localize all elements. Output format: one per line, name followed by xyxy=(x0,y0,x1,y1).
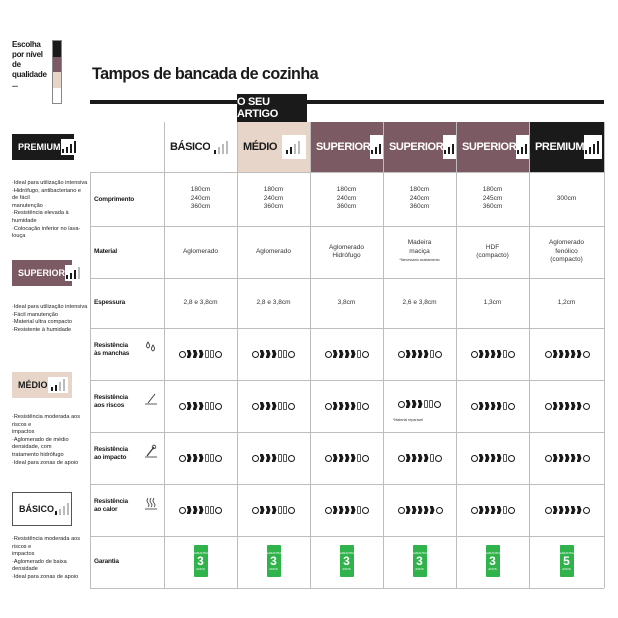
cell-comprimento: 180cm 240cm 360cm xyxy=(190,186,211,211)
resistance-meter-impacto xyxy=(252,454,295,462)
meter-segment-empty xyxy=(503,350,507,358)
signal-bars-icon xyxy=(584,135,602,159)
meter-segment-filled xyxy=(577,454,582,462)
resistance-meter-calor xyxy=(325,506,369,514)
meter-segment-empty xyxy=(503,454,507,462)
heat-icon xyxy=(144,496,158,510)
quality-heading: Escolha por nível de qualidade ... xyxy=(12,40,47,89)
meter-segment-filled xyxy=(479,402,484,410)
meter-cap xyxy=(545,351,552,358)
cell-espessura: 2,8 e 3,8cm xyxy=(183,298,218,306)
meter-cap xyxy=(215,455,222,462)
warranty-badge xyxy=(267,545,281,577)
meter-segment-empty xyxy=(205,454,209,462)
meter-cap xyxy=(362,455,369,462)
meter-cap xyxy=(179,351,186,358)
meter-cap xyxy=(583,507,590,514)
column-header-premium: PREMIUM xyxy=(529,122,604,172)
meter-segment-filled xyxy=(571,402,576,410)
meter-segment-empty xyxy=(357,454,361,462)
meter-segment-filled xyxy=(559,454,564,462)
warranty-badge-label: GARANTIA xyxy=(192,551,209,555)
resistance-meter-calor xyxy=(471,506,515,514)
meter-cap xyxy=(434,401,441,408)
meter-segment-empty xyxy=(283,350,287,358)
meter-segment-filled xyxy=(418,400,423,408)
signal-bars-icon xyxy=(48,377,68,393)
meter-segment-filled xyxy=(565,402,570,410)
meter-segment-empty xyxy=(278,402,282,410)
resistance-meter-riscos xyxy=(471,402,515,410)
your-article-tag: O SEU ARTIGO xyxy=(237,94,307,122)
meter-segment-filled xyxy=(418,454,423,462)
meter-cap xyxy=(471,455,478,462)
meter-segment-filled xyxy=(565,350,570,358)
meter-segment-empty xyxy=(283,506,287,514)
cell-material: Aglomerado xyxy=(255,247,292,255)
warranty-badge-label: GARANTIA xyxy=(338,551,355,555)
meter-segment-filled xyxy=(187,506,192,514)
warranty-years: 5 xyxy=(563,554,570,568)
meter-segment-filled xyxy=(345,506,350,514)
meter-segment-filled xyxy=(266,350,271,358)
meter-segment-filled xyxy=(193,454,198,462)
legend-premium: PREMIUM xyxy=(12,134,74,160)
meter-segment-filled xyxy=(553,454,558,462)
meter-segment-filled xyxy=(266,402,271,410)
meter-cap xyxy=(471,403,478,410)
resistance-meter-calor xyxy=(179,506,222,514)
signal-bars-icon xyxy=(61,139,77,155)
meter-segment-filled xyxy=(339,350,344,358)
meter-segment-filled xyxy=(260,506,265,514)
resistance-meter-riscos xyxy=(252,402,295,410)
column-divider xyxy=(90,172,91,588)
meter-segment-filled xyxy=(565,454,570,462)
meter-cap xyxy=(545,507,552,514)
row-label-riscos: Resistência aos riscos xyxy=(94,394,128,409)
meter-cap xyxy=(179,507,186,514)
meter-segment-empty xyxy=(210,402,214,410)
warranty-years: 3 xyxy=(416,554,423,568)
meter-segment-filled xyxy=(406,350,411,358)
meter-segment-empty xyxy=(424,400,428,408)
meter-segment-filled xyxy=(193,402,198,410)
meter-segment-filled xyxy=(479,350,484,358)
warranty-badge xyxy=(340,545,354,577)
meter-segment-filled xyxy=(193,350,198,358)
meter-segment-filled xyxy=(333,402,338,410)
riscos-note: *Material reparável xyxy=(393,418,424,422)
column-header-medio: MÉDIO xyxy=(237,122,310,172)
warranty-years: 3 xyxy=(270,554,277,568)
meter-segment-filled xyxy=(485,350,490,358)
row-label-espessura: Espessura xyxy=(94,299,126,306)
meter-segment-filled xyxy=(491,454,496,462)
resistance-meter-impacto xyxy=(471,454,515,462)
meter-segment-filled xyxy=(260,350,265,358)
meter-segment-empty xyxy=(283,402,287,410)
meter-cap xyxy=(508,403,515,410)
resistance-meter-riscos xyxy=(325,402,369,410)
meter-segment-filled xyxy=(339,506,344,514)
cell-comprimento: 180cm 245cm 360cm xyxy=(482,186,503,211)
meter-segment-filled xyxy=(424,454,429,462)
meter-segment-filled xyxy=(187,454,192,462)
meter-segment-filled xyxy=(418,506,423,514)
resistance-meter-manchas xyxy=(325,350,369,358)
resistance-meter-manchas xyxy=(545,350,590,358)
row-label-material: Material xyxy=(94,248,117,255)
meter-segment-filled xyxy=(272,506,277,514)
meter-segment-filled xyxy=(333,454,338,462)
meter-cap xyxy=(398,351,405,358)
row-label-manchas: Resistência às manchas xyxy=(94,342,130,357)
meter-segment-filled xyxy=(351,402,356,410)
meter-segment-filled xyxy=(497,402,502,410)
meter-segment-empty xyxy=(210,454,214,462)
impact-icon xyxy=(144,444,158,458)
quality-color-scale xyxy=(52,40,62,104)
meter-cap xyxy=(325,507,332,514)
resistance-meter-manchas xyxy=(252,350,295,358)
column-header-superior-1: SUPERIOR xyxy=(310,122,383,172)
cell-comprimento: 180cm 240cm 360cm xyxy=(336,186,357,211)
meter-segment-filled xyxy=(559,506,564,514)
meter-segment-filled xyxy=(479,506,484,514)
row-divider xyxy=(90,536,604,537)
meter-segment-filled xyxy=(345,350,350,358)
resistance-meter-riscos xyxy=(545,402,590,410)
meter-cap xyxy=(179,403,186,410)
legend-superior-features: ·Ideal para utilização intensiva ·Fácil manutenção ·Material ultra compacto ·Resistente à humidade xyxy=(12,304,88,333)
cell-espessura: 3,8cm xyxy=(337,298,356,306)
cell-comprimento: 180cm 240cm 360cm xyxy=(263,186,284,211)
meter-segment-filled xyxy=(479,454,484,462)
legend-basico: BÁSICO xyxy=(12,492,72,526)
meter-segment-filled xyxy=(187,402,192,410)
warranty-badge xyxy=(486,545,500,577)
signal-bars-icon xyxy=(282,135,306,159)
meter-segment-filled xyxy=(497,454,502,462)
meter-cap xyxy=(508,507,515,514)
resistance-meter-impacto xyxy=(179,454,222,462)
column-header-superior-3: SUPERIOR xyxy=(456,122,529,172)
meter-segment-filled xyxy=(351,506,356,514)
meter-segment-empty xyxy=(278,350,282,358)
meter-segment-filled xyxy=(199,350,204,358)
meter-segment-filled xyxy=(424,506,429,514)
warranty-badge-unit: ANOS xyxy=(415,567,424,571)
meter-cap xyxy=(583,351,590,358)
meter-segment-empty xyxy=(278,454,282,462)
cell-comprimento: 180cm 240cm 360cm xyxy=(409,186,430,211)
meter-segment-filled xyxy=(272,454,277,462)
meter-segment-filled xyxy=(345,402,350,410)
warranty-badge-label: GARANTIA xyxy=(558,551,575,555)
meter-cap xyxy=(362,351,369,358)
meter-segment-filled xyxy=(497,506,502,514)
meter-segment-filled xyxy=(406,506,411,514)
meter-segment-empty xyxy=(357,506,361,514)
meter-segment-empty xyxy=(429,400,433,408)
meter-segment-filled xyxy=(491,350,496,358)
page-title: Tampos de bancada de cozinha xyxy=(92,64,319,83)
meter-cap xyxy=(215,507,222,514)
cell-espessura: 2,8 e 3,8cm xyxy=(256,298,291,306)
meter-cap xyxy=(435,351,442,358)
row-label-calor: Resistência ao calor xyxy=(94,498,128,513)
meter-segment-filled xyxy=(266,506,271,514)
meter-segment-filled xyxy=(571,506,576,514)
resistance-meter-calor xyxy=(252,506,295,514)
resistance-meter-impacto xyxy=(325,454,369,462)
cell-material: HDF (compacto) xyxy=(476,243,509,259)
column-divider xyxy=(604,122,605,588)
warranty-badge-unit: ANOS xyxy=(562,567,571,571)
row-label-impacto: Resistência ao impacto xyxy=(94,446,128,461)
meter-cap xyxy=(252,455,259,462)
meter-segment-filled xyxy=(565,506,570,514)
warranty-years: 3 xyxy=(197,554,204,568)
warranty-years: 3 xyxy=(343,554,350,568)
meter-segment-filled xyxy=(497,350,502,358)
meter-segment-filled xyxy=(485,454,490,462)
meter-cap xyxy=(435,455,442,462)
row-divider xyxy=(90,588,604,589)
stain-icon xyxy=(144,340,158,354)
meter-segment-filled xyxy=(577,350,582,358)
resistance-meter-impacto xyxy=(545,454,590,462)
meter-segment-filled xyxy=(406,454,411,462)
meter-segment-filled xyxy=(199,506,204,514)
resistance-meter-calor xyxy=(398,506,443,514)
meter-segment-filled xyxy=(199,454,204,462)
meter-cap xyxy=(179,455,186,462)
meter-cap xyxy=(325,351,332,358)
signal-bars-icon xyxy=(210,135,233,159)
meter-segment-filled xyxy=(406,400,411,408)
column-header-superior-2: SUPERIOR xyxy=(383,122,456,172)
legend-premium-features: ·Ideal para utilização intensiva ·Hidrófugo, antibacteriano e de fácil manutenção ·Resistência elevada à humidade ·Colocação inferior no lava-louça xyxy=(12,180,88,240)
row-divider xyxy=(90,328,604,329)
material-note: *Necessário acabamento xyxy=(399,258,440,263)
warranty-badge xyxy=(194,545,208,577)
meter-cap xyxy=(545,455,552,462)
meter-segment-filled xyxy=(412,454,417,462)
meter-segment-filled xyxy=(412,506,417,514)
legend-medio: MÉDIO xyxy=(12,372,72,398)
warranty-badge-label: GARANTIA xyxy=(411,551,428,555)
meter-segment-filled xyxy=(412,400,417,408)
meter-segment-filled xyxy=(333,350,338,358)
meter-segment-filled xyxy=(553,402,558,410)
meter-cap xyxy=(545,403,552,410)
warranty-badge-unit: ANOS xyxy=(269,567,278,571)
meter-segment-empty xyxy=(205,350,209,358)
meter-segment-filled xyxy=(491,402,496,410)
warranty-badge xyxy=(560,545,574,577)
resistance-meter-calor xyxy=(545,506,590,514)
resistance-meter-riscos xyxy=(398,400,441,408)
row-divider xyxy=(90,380,604,381)
meter-cap xyxy=(471,351,478,358)
meter-segment-empty xyxy=(210,506,214,514)
meter-segment-filled xyxy=(260,402,265,410)
meter-cap xyxy=(252,507,259,514)
warranty-badge xyxy=(413,545,427,577)
cell-material: Aglomerado Hidrófugo xyxy=(328,243,365,259)
cell-comprimento: 300cm xyxy=(556,194,577,202)
meter-cap xyxy=(362,403,369,410)
row-divider xyxy=(90,484,604,485)
meter-cap xyxy=(288,507,295,514)
meter-segment-filled xyxy=(266,454,271,462)
meter-segment-filled xyxy=(339,454,344,462)
meter-segment-filled xyxy=(491,506,496,514)
title-divider xyxy=(90,100,604,104)
meter-segment-filled xyxy=(553,506,558,514)
meter-cap xyxy=(583,403,590,410)
cell-material: Madeira maciça *Necessário acabamento xyxy=(383,226,456,278)
legend-basico-features: ·Resistência moderada aos riscos e impactos ·Aglomerado de baixa densidade ·Ideal para zonas de apoio xyxy=(12,536,81,580)
meter-segment-empty xyxy=(430,454,434,462)
resistance-meter-manchas xyxy=(398,350,442,358)
meter-segment-filled xyxy=(193,506,198,514)
meter-segment-filled xyxy=(485,402,490,410)
meter-segment-filled xyxy=(333,506,338,514)
legend-medio-features: ·Resistência moderada aos riscos e impactos ·Aglomerado de médio densidade, com tratamento hidrófugo ·Ideal para zonas de apoio xyxy=(12,414,81,466)
row-label-comprimento: Comprimento xyxy=(94,196,135,203)
meter-cap xyxy=(508,455,515,462)
meter-cap xyxy=(325,403,332,410)
meter-segment-empty xyxy=(205,506,209,514)
column-header-basico: BÁSICO xyxy=(164,122,237,172)
meter-cap xyxy=(288,351,295,358)
meter-segment-empty xyxy=(357,350,361,358)
meter-segment-filled xyxy=(199,402,204,410)
cell-material: Aglomerado xyxy=(182,247,219,255)
meter-segment-filled xyxy=(571,350,576,358)
meter-segment-filled xyxy=(339,402,344,410)
legend-superior: SUPERIOR xyxy=(12,260,72,286)
meter-segment-filled xyxy=(485,506,490,514)
signal-bars-icon xyxy=(65,265,81,281)
meter-cap xyxy=(288,403,295,410)
warranty-badge-unit: ANOS xyxy=(196,567,205,571)
cell-material: Aglomerado fenólico (compacto) xyxy=(548,239,585,264)
meter-cap xyxy=(398,507,405,514)
meter-cap xyxy=(436,507,443,514)
meter-segment-filled xyxy=(351,454,356,462)
cell-espessura: 2,6 e 3,8cm xyxy=(402,298,437,306)
meter-segment-filled xyxy=(272,350,277,358)
meter-segment-filled xyxy=(577,506,582,514)
cell-espessura: 1,2cm xyxy=(557,298,576,306)
meter-segment-filled xyxy=(559,402,564,410)
meter-segment-empty xyxy=(357,402,361,410)
meter-segment-filled xyxy=(553,350,558,358)
meter-cap xyxy=(215,403,222,410)
meter-segment-empty xyxy=(503,402,507,410)
meter-segment-filled xyxy=(559,350,564,358)
meter-segment-filled xyxy=(345,454,350,462)
warranty-badge-label: GARANTIA xyxy=(265,551,282,555)
row-label-garantia: Garantia xyxy=(94,558,119,565)
cell-espessura: 1,3cm xyxy=(483,298,502,306)
meter-segment-empty xyxy=(278,506,282,514)
meter-segment-empty xyxy=(210,350,214,358)
meter-segment-filled xyxy=(260,454,265,462)
warranty-badge-unit: ANOS xyxy=(488,567,497,571)
meter-cap xyxy=(508,351,515,358)
resistance-meter-manchas xyxy=(179,350,222,358)
meter-segment-filled xyxy=(351,350,356,358)
meter-cap xyxy=(252,403,259,410)
meter-cap xyxy=(288,455,295,462)
meter-segment-filled xyxy=(272,402,277,410)
meter-segment-empty xyxy=(283,454,287,462)
meter-cap xyxy=(471,507,478,514)
meter-cap xyxy=(398,401,405,408)
resistance-meter-riscos xyxy=(179,402,222,410)
meter-segment-filled xyxy=(187,350,192,358)
meter-cap xyxy=(398,455,405,462)
meter-segment-filled xyxy=(577,402,582,410)
row-divider xyxy=(90,432,604,433)
meter-segment-empty xyxy=(430,350,434,358)
meter-segment-filled xyxy=(571,454,576,462)
meter-segment-empty xyxy=(503,506,507,514)
meter-segment-filled xyxy=(412,350,417,358)
meter-segment-filled xyxy=(430,506,435,514)
meter-cap xyxy=(362,507,369,514)
meter-cap xyxy=(583,455,590,462)
warranty-badge-label: GARANTIA xyxy=(484,551,501,555)
scratch-icon xyxy=(144,392,158,406)
meter-cap xyxy=(325,455,332,462)
meter-cap xyxy=(215,351,222,358)
meter-segment-filled xyxy=(418,350,423,358)
resistance-meter-impacto xyxy=(398,454,442,462)
warranty-years: 3 xyxy=(489,554,496,568)
meter-segment-empty xyxy=(205,402,209,410)
signal-bars-icon xyxy=(54,501,70,517)
warranty-badge-unit: ANOS xyxy=(342,567,351,571)
meter-segment-filled xyxy=(424,350,429,358)
resistance-meter-manchas xyxy=(471,350,515,358)
meter-cap xyxy=(252,351,259,358)
